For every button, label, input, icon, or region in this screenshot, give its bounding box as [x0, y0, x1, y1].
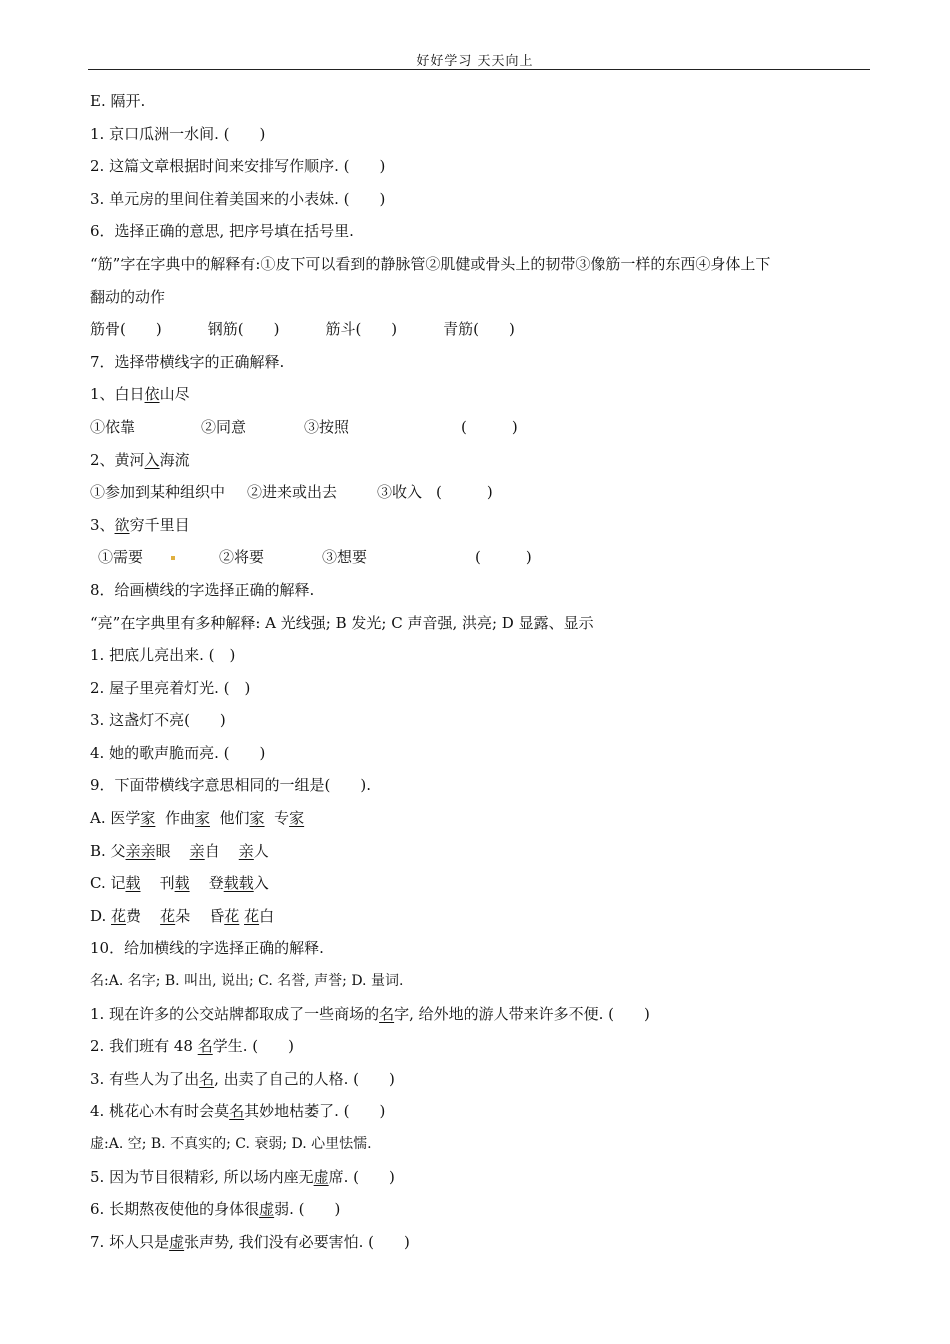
text-segment: 入 — [253, 874, 269, 893]
text-line: 1. 把底儿亮出来. ( ) — [90, 646, 236, 665]
text-segment: B. 父 — [90, 841, 126, 860]
text-segment: 人 — [253, 841, 269, 860]
text-segment: A. 医学 — [90, 809, 141, 828]
text-segment: 7. 坏人只是 — [90, 1232, 170, 1251]
underlined-char: 虚 — [313, 1167, 329, 1186]
text-line: 3. 这盏灯不亮( ) — [90, 711, 226, 730]
underlined-char: 虚 — [259, 1200, 275, 1219]
text-line — [90, 1068, 880, 1101]
underlined-char: 欲 — [114, 515, 130, 534]
underlined-char: 家 — [249, 809, 265, 828]
text-segment: 1. 现在许多的公交站牌都取成了一些商场的 — [90, 1004, 380, 1023]
options-row — [90, 546, 880, 579]
text-segment: 弱. ( ) — [274, 1200, 341, 1219]
options-row — [90, 416, 880, 449]
options-row — [90, 481, 880, 514]
underlined-char: 入 — [144, 450, 160, 469]
text-line — [90, 514, 880, 547]
text-line — [90, 1003, 880, 1036]
underlined-char: 虚 — [169, 1232, 185, 1251]
question-9-title: 9．下面带横线字意思相同的一组是( ). — [90, 776, 372, 795]
option-item: ①参加到某种组织中 — [90, 483, 226, 502]
text-line: “筋”字在字典中的解释有:①皮下可以看到的静脉管②肌健或骨头上的韧带③像筋一样的东西④身体上下 — [90, 254, 771, 273]
text-segment: 字, 给外地的游人带来许多不便. ( ) — [394, 1004, 650, 1023]
underlined-char: 依 — [144, 385, 160, 404]
text-segment: 张声势, 我们没有必要害怕. ( ) — [184, 1232, 410, 1251]
text-line: 4. 她的歌声脆而亮. ( ) — [90, 743, 266, 762]
choice-a — [90, 807, 880, 840]
text-segment: 他们 — [219, 809, 250, 828]
text-line: 1. 京口瓜洲一水间. ( ) — [90, 124, 266, 143]
underlined-char: 亲 — [189, 841, 205, 860]
text-line: 3. 单元房的里间住着美国来的小表妹. ( ) — [90, 189, 386, 208]
option-item: 筋斗( ) — [325, 320, 398, 339]
question-8-title: 8．给画横线的字选择正确的解释. — [90, 580, 315, 599]
text-segment: 刊 — [159, 874, 175, 893]
options-row — [90, 318, 880, 351]
text-segment: 费 — [126, 906, 142, 925]
page-header: 好好学习 天天向上 — [416, 54, 534, 69]
option-item: ③想要 — [322, 548, 368, 567]
definition-line: 虚:A. 空; B. 不真实的; C. 衰弱; D. 心里怯懦. — [90, 1136, 372, 1152]
answer-blank: ( ) — [475, 548, 532, 567]
text-segment: C. 记 — [90, 874, 126, 893]
text-segment: 穷千里目 — [129, 515, 190, 534]
underlined-char: 名 — [197, 1037, 213, 1056]
text-segment: 学生. ( ) — [212, 1037, 294, 1056]
text-line: 2. 这篇文章根据时间来安排写作顺序. ( ) — [90, 157, 386, 176]
underlined-char: 家 — [140, 809, 156, 828]
text-line — [90, 383, 880, 416]
definition-line: 名:A. 名字; B. 叫出, 说出; C. 名誉, 声誉; D. 量词. — [90, 973, 404, 990]
choice-b — [90, 840, 880, 873]
text-line: 翻动的动作 — [90, 287, 166, 306]
underlined-char: 载 — [125, 874, 141, 893]
text-line — [90, 1100, 880, 1133]
text-segment: 3. 有些人为了出 — [90, 1069, 200, 1088]
option-item: 筋骨( ) — [90, 320, 162, 339]
text-line — [90, 1166, 880, 1199]
text-segment: 登 — [208, 874, 224, 893]
question-6-title: 6．选择正确的意思, 把序号填在括号里. — [90, 222, 354, 241]
text-segment: 5. 因为节目很精彩, 所以场内座无 — [90, 1167, 314, 1186]
text-segment: 6. 长期熬夜使他的身体很 — [90, 1200, 260, 1219]
text-line: E. 隔开. — [90, 92, 146, 110]
text-segment: 2、黄河 — [90, 450, 145, 469]
option-item: 青筋( ) — [443, 320, 515, 339]
underlined-char: 名 — [229, 1102, 245, 1121]
underlined-char: 载 — [174, 874, 190, 893]
underlined-char: 花 — [244, 906, 260, 925]
option-item: ②同意 — [201, 417, 247, 436]
text-segment: 2. 我们班有 48 — [90, 1037, 198, 1056]
option-item: ③收入 — [377, 483, 423, 502]
option-item: ③按照 — [304, 417, 350, 436]
option-item: ②进来或出去 — [247, 483, 338, 502]
text-segment: 眼 — [155, 841, 171, 860]
text-segment: 海流 — [159, 450, 190, 469]
text-segment: 4. 桃花心木有时会莫 — [90, 1102, 230, 1121]
text-segment: 作曲 — [164, 809, 195, 828]
underlined-char: 花 — [224, 906, 240, 925]
text-line — [90, 1035, 880, 1068]
text-line: “亮”在字典里有多种解释: A 光线强; B 发光; C 声音强, 洪亮; D 显露、显示 — [90, 613, 594, 632]
text-line — [90, 449, 880, 482]
stray-mark — [171, 556, 175, 560]
answer-blank: ( ) — [436, 483, 493, 502]
header-rule — [88, 69, 870, 70]
option-item: ①依靠 — [90, 417, 136, 436]
text-segment: , 出卖了自己的人格. ( ) — [214, 1069, 395, 1088]
text-segment: 昏 — [209, 906, 225, 925]
underlined-char: 家 — [194, 809, 210, 828]
underlined-char: 亲 — [238, 841, 254, 860]
underlined-char: 花 — [160, 906, 176, 925]
underlined-char: 花 — [111, 906, 127, 925]
text-line — [90, 1198, 880, 1231]
text-segment: 朵 — [175, 906, 191, 925]
worksheet-body — [90, 90, 880, 1263]
text-segment: 1、白日 — [90, 385, 145, 404]
underlined-char: 名 — [199, 1069, 215, 1088]
text-line: 2. 屋子里亮着灯光. ( ) — [90, 678, 251, 697]
underlined-char: 载载 — [223, 874, 254, 893]
text-segment: 自 — [204, 841, 220, 860]
question-7-title: 7．选择带横线字的正确解释. — [90, 352, 285, 371]
option-item: 钢筋( ) — [207, 320, 280, 339]
underlined-char: 亲亲 — [125, 841, 156, 860]
option-item: ①需要 — [98, 548, 144, 567]
option-item: ②将要 — [219, 548, 265, 567]
text-segment: 3、 — [90, 515, 115, 534]
text-segment: 其妙地枯萎了. ( ) — [244, 1102, 386, 1121]
text-segment: 专 — [274, 809, 290, 828]
text-line — [90, 1231, 880, 1264]
underlined-char: 家 — [289, 809, 305, 828]
choice-d — [90, 905, 880, 938]
answer-blank: ( ) — [461, 417, 518, 436]
underlined-char: 名 — [379, 1004, 395, 1023]
text-segment: 白 — [259, 906, 275, 925]
text-segment: 席. ( ) — [328, 1167, 395, 1186]
text-segment: D. — [90, 906, 112, 925]
choice-c — [90, 872, 880, 905]
question-10-title: 10．给加横线的字选择正确的解释. — [90, 939, 324, 958]
text-segment: 山尽 — [159, 385, 190, 404]
